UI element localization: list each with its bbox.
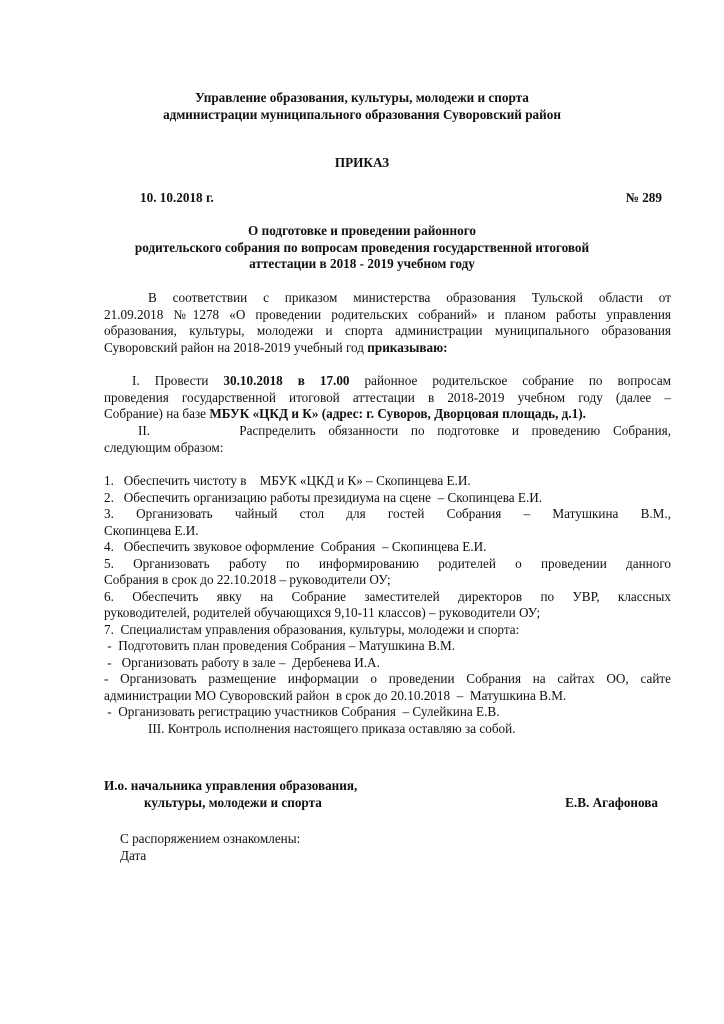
- intro-last-text: Суворовский район на 2018-2019 учебный год: [104, 339, 368, 355]
- section-2-text: Распределить обязанности по подготовке и проведению Собрания,: [239, 423, 672, 438]
- doc-date: 10. 10.2018 г.: [140, 190, 214, 205]
- org-name-line2: администрации муниципального образования Суворовский район: [163, 107, 561, 122]
- list-item: 5. Организовать работу по информированию родителей о проведении данного: [104, 555, 671, 571]
- list-item: - Организовать регистрацию участников Собрания – Сулейкина Е.В.: [104, 704, 500, 719]
- list-item: 1. Обеспечить чистоту в МБУК «ЦКД и К» – Скопинцева Е.И.: [104, 473, 471, 488]
- section-1-num: I.: [132, 373, 140, 388]
- intro-line: В соответствии с приказом министерства образования Тульской области от: [148, 290, 671, 305]
- subject-line1: О подготовке и проведении районного: [248, 223, 476, 238]
- section-1-line2: проведения государственной итоговой аттестации в 2018-2019 учебном году (далее –: [104, 389, 671, 405]
- section-1: [104, 373, 671, 423]
- venue: МБУК «ЦКД и К» (адрес: г. Суворов, Дворцовая площадь, д.1).: [209, 406, 586, 421]
- section-1-line3: [104, 406, 671, 423]
- list-item: 7. Специалистам управления образования, культуры, молодежи и спорта:: [104, 621, 520, 637]
- org-name-line1: Управление образования, культуры, молодежи и спорта: [195, 90, 529, 105]
- acknowledgement-line: С распоряжением ознакомлены:: [120, 831, 301, 846]
- intro-paragraph: [104, 290, 671, 356]
- list-item: 4. Обеспечить звуковое оформление Собрания – Скопинцева Е.И.: [104, 539, 487, 554]
- list-item: - Организовать работу в зале – Дербенева И.А.: [104, 654, 380, 670]
- intro-line: 21.09.2018 №1278 «О проведении родительских собраний» и планом работы управления: [104, 306, 671, 322]
- list-item: руководителей, родителей обучающихся 9,10-11 классов) – руководители ОУ;: [104, 605, 541, 620]
- section-1-line3-pre: Собрание) на базе: [104, 406, 210, 421]
- list-item: 6. Обеспечить явку на Собрание заместителей директоров по УВР, классных: [104, 588, 671, 604]
- section-3: III. Контроль исполнения настоящего приказа оставляю за собой.: [148, 721, 516, 736]
- section-2-line1: [104, 423, 671, 440]
- section-1-pre: Провести: [139, 373, 224, 388]
- subject-line3: аттестации в 2018 - 2019 учебном году: [249, 256, 475, 271]
- section-1-line1: [104, 373, 671, 390]
- list-item: Собрания в срок до 22.10.2018 – руководители ОУ;: [104, 572, 391, 587]
- intro-line-last: [104, 340, 671, 357]
- signatory-title-line1: И.о. начальника управления образования,: [104, 778, 358, 793]
- date-label: Дата: [120, 848, 147, 863]
- intro-line: образования, культуры, молодежи и спорта администрации муниципального образования: [104, 323, 671, 338]
- signatory-name: Е.В. Агафонова: [565, 795, 658, 810]
- section-1-post: районное родительское собрание по вопросам: [349, 373, 672, 388]
- list-item: - Организовать размещение информации о проведении Собрания на сайтах ОО, сайте: [104, 671, 671, 686]
- signatory-title-line2: культуры, молодежи и спорта: [144, 795, 322, 810]
- list-item: 2. Обеспечить организацию работы президиума на сцене – Скопинцева Е.И.: [104, 489, 543, 505]
- list-item: 3. Организовать чайный стол для гостей Собрания – Матушкина В.М.,: [104, 506, 671, 521]
- list-item: Скопинцева Е.И.: [104, 522, 199, 538]
- doc-type-title: ПРИКАЗ: [334, 155, 390, 170]
- list-item: администрации МО Суворовский район в срок до 20.10.2018 – Матушкина В.М.: [104, 687, 567, 703]
- section-2: [104, 423, 671, 456]
- section-2-line2: следующим образом:: [104, 439, 224, 455]
- meeting-datetime: 30.10.2018 в 17.00: [223, 373, 350, 388]
- doc-number: № 289: [625, 190, 662, 205]
- order-verb: приказываю:: [367, 339, 448, 355]
- list-item: - Подготовить план проведения Собрания – Матушкина В.М.: [104, 638, 456, 653]
- subject-line2: родительского собрания по вопросам проведения государственной итоговой: [134, 240, 590, 255]
- duties-list: [104, 473, 671, 721]
- section-2-num: II.: [138, 423, 151, 438]
